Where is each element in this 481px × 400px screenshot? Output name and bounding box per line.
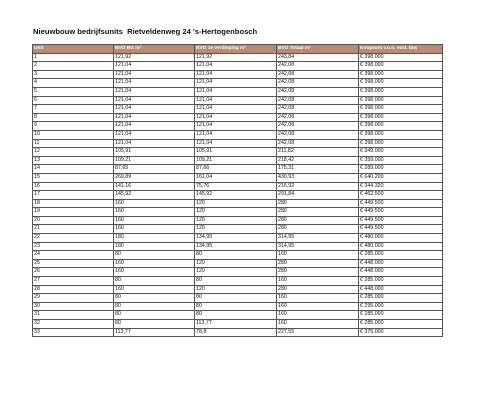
cell-bvo-bg: 121,04 <box>114 87 195 96</box>
cell-bvo-totaal: 242,08 <box>277 70 359 79</box>
cell-koopsom: € 289.000 <box>359 165 443 174</box>
cell-bvo-bg: 180 <box>114 234 195 243</box>
cell-koopsom: € 448.000 <box>359 259 443 268</box>
table-row <box>33 96 443 105</box>
cell-bvo-totaal: 280 <box>277 268 359 277</box>
cell-unit: 31 <box>33 311 114 320</box>
cell-bvo-totaal: 314,95 <box>277 234 359 243</box>
table-row <box>33 165 443 174</box>
cell-bvo-verdieping: 75,76 <box>195 182 277 191</box>
cell-bvo-bg: 121,04 <box>114 62 195 71</box>
cell-bvo-bg: 160 <box>114 208 195 217</box>
cell-bvo-bg: 80 <box>114 311 195 320</box>
table-body <box>33 53 443 337</box>
cell-bvo-bg: 160 <box>114 285 195 294</box>
cell-bvo-bg: 121,04 <box>114 113 195 122</box>
column-header-unit: Unit <box>33 45 114 54</box>
cell-bvo-totaal: 280 <box>277 225 359 234</box>
cell-bvo-totaal: 218,42 <box>277 156 359 165</box>
table-row <box>33 268 443 277</box>
table-header <box>33 45 443 54</box>
cell-unit: 23 <box>33 242 114 251</box>
table-row <box>33 182 443 191</box>
cell-bvo-verdieping: 113,77 <box>195 320 277 329</box>
cell-unit: 25 <box>33 259 114 268</box>
cell-bvo-bg: 160 <box>114 259 195 268</box>
cell-koopsom: € 285.000 <box>359 277 443 286</box>
cell-bvo-verdieping: 121,04 <box>195 130 277 139</box>
cell-bvo-totaal: 242,08 <box>277 105 359 114</box>
cell-bvo-totaal: 242,08 <box>277 62 359 71</box>
cell-bvo-totaal: 160 <box>277 320 359 329</box>
cell-bvo-totaal: 314,95 <box>277 242 359 251</box>
cell-bvo-verdieping: 121,04 <box>195 62 277 71</box>
cell-bvo-bg: 141,16 <box>114 182 195 191</box>
cell-unit: 17 <box>33 191 114 200</box>
cell-bvo-verdieping: 80 <box>195 302 277 311</box>
cell-bvo-bg: 121,04 <box>114 70 195 79</box>
cell-bvo-totaal: 227,55 <box>277 328 359 337</box>
cell-bvo-verdieping: 121,92 <box>195 53 277 62</box>
cell-unit: 30 <box>33 302 114 311</box>
cell-bvo-verdieping: 120 <box>195 216 277 225</box>
cell-bvo-bg: 87,65 <box>114 165 195 174</box>
table-row <box>33 79 443 88</box>
cell-bvo-bg: 105,91 <box>114 148 195 157</box>
table-row <box>33 311 443 320</box>
cell-unit: 27 <box>33 277 114 286</box>
cell-bvo-totaal: 243,84 <box>277 53 359 62</box>
cell-unit: 10 <box>33 130 114 139</box>
cell-bvo-verdieping: 121,04 <box>195 79 277 88</box>
table-row <box>33 277 443 286</box>
cell-koopsom: € 480.000 <box>359 242 443 251</box>
cell-koopsom: € 449.500 <box>359 208 443 217</box>
table-row <box>33 199 443 208</box>
cell-bvo-totaal: 242,08 <box>277 130 359 139</box>
cell-unit: 28 <box>33 285 114 294</box>
cell-koopsom: € 480.000 <box>359 234 443 243</box>
cell-bvo-bg: 160 <box>114 199 195 208</box>
cell-bvo-verdieping: 78,8 <box>195 328 277 337</box>
cell-bvo-verdieping: 121,04 <box>195 87 277 96</box>
cell-bvo-totaal: 280 <box>277 216 359 225</box>
column-header-koopsom: Koopsom v.o.n. excl. btw <box>359 45 443 54</box>
cell-unit: 26 <box>33 268 114 277</box>
cell-unit: 33 <box>33 328 114 337</box>
table-row <box>33 191 443 200</box>
cell-koopsom: € 398.000 <box>359 62 443 71</box>
table-row <box>33 216 443 225</box>
cell-bvo-totaal: 242,08 <box>277 79 359 88</box>
cell-bvo-verdieping: 109,21 <box>195 156 277 165</box>
cell-bvo-bg: 80 <box>114 251 195 260</box>
cell-unit: 5 <box>33 87 114 96</box>
cell-bvo-verdieping: 80 <box>195 311 277 320</box>
cell-koopsom: € 448.000 <box>359 268 443 277</box>
cell-bvo-verdieping: 121,04 <box>195 70 277 79</box>
column-header-bvo-bg: BVO BG m² <box>114 45 195 54</box>
cell-bvo-verdieping: 121,04 <box>195 122 277 131</box>
cell-bvo-verdieping: 120 <box>195 208 277 217</box>
header-row <box>33 45 443 54</box>
cell-bvo-verdieping: 121,04 <box>195 105 277 114</box>
cell-bvo-bg: 80 <box>114 302 195 311</box>
cell-koopsom: € 398.000 <box>359 130 443 139</box>
cell-bvo-totaal: 430,93 <box>277 173 359 182</box>
cell-koopsom: € 375.000 <box>359 328 443 337</box>
cell-unit: 24 <box>33 251 114 260</box>
cell-bvo-verdieping: 134,95 <box>195 242 277 251</box>
cell-koopsom: € 449.500 <box>359 225 443 234</box>
cell-bvo-bg: 121,04 <box>114 139 195 148</box>
cell-unit: 32 <box>33 320 114 329</box>
cell-bvo-totaal: 242,08 <box>277 122 359 131</box>
cell-bvo-bg: 145,92 <box>114 191 195 200</box>
cell-bvo-totaal: 211,82 <box>277 148 359 157</box>
cell-bvo-verdieping: 80 <box>195 294 277 303</box>
table-row <box>33 148 443 157</box>
cell-bvo-totaal: 160 <box>277 277 359 286</box>
cell-koopsom: € 295.000 <box>359 302 443 311</box>
cell-bvo-verdieping: 121,04 <box>195 139 277 148</box>
table-row <box>33 122 443 131</box>
cell-koopsom: € 344.320 <box>359 182 443 191</box>
cell-unit: 14 <box>33 165 114 174</box>
cell-unit: 20 <box>33 216 114 225</box>
cell-unit: 9 <box>33 122 114 131</box>
cell-koopsom: € 349.000 <box>359 148 443 157</box>
cell-unit: 19 <box>33 208 114 217</box>
table-row <box>33 53 443 62</box>
table-row <box>33 225 443 234</box>
cell-koopsom: € 449.500 <box>359 216 443 225</box>
cell-bvo-totaal: 280 <box>277 285 359 294</box>
cell-bvo-bg: 121,04 <box>114 79 195 88</box>
cell-bvo-verdieping: 120 <box>195 268 277 277</box>
cell-bvo-verdieping: 121,04 <box>195 96 277 105</box>
cell-koopsom: € 398.000 <box>359 105 443 114</box>
cell-bvo-bg: 160 <box>114 225 195 234</box>
cell-bvo-bg: 160 <box>114 216 195 225</box>
cell-bvo-totaal: 291,84 <box>277 191 359 200</box>
table-row <box>33 328 443 337</box>
cell-bvo-bg: 80 <box>114 294 195 303</box>
table-row <box>33 320 443 329</box>
cell-koopsom: € 398.000 <box>359 70 443 79</box>
cell-bvo-totaal: 280 <box>277 208 359 217</box>
table-row <box>33 173 443 182</box>
cell-bvo-bg: 113,77 <box>114 328 195 337</box>
cell-unit: 6 <box>33 96 114 105</box>
table-row <box>33 156 443 165</box>
cell-bvo-totaal: 160 <box>277 251 359 260</box>
cell-bvo-bg: 121,04 <box>114 105 195 114</box>
cell-unit: 22 <box>33 234 114 243</box>
table-row <box>33 113 443 122</box>
cell-bvo-bg: 160 <box>114 268 195 277</box>
cell-unit: 3 <box>33 70 114 79</box>
table-row <box>33 234 443 243</box>
cell-unit: 1 <box>33 53 114 62</box>
cell-bvo-verdieping: 87,66 <box>195 165 277 174</box>
cell-bvo-totaal: 160 <box>277 302 359 311</box>
cell-bvo-totaal: 216,92 <box>277 182 359 191</box>
cell-koopsom: € 640.200 <box>359 173 443 182</box>
cell-bvo-bg: 180 <box>114 242 195 251</box>
cell-koopsom: € 285.000 <box>359 320 443 329</box>
cell-koopsom: € 285.000 <box>359 311 443 320</box>
table-row <box>33 294 443 303</box>
table-row <box>33 139 443 148</box>
cell-bvo-bg: 109,21 <box>114 156 195 165</box>
cell-unit: 21 <box>33 225 114 234</box>
cell-koopsom: € 398.000 <box>359 79 443 88</box>
table-row <box>33 62 443 71</box>
table-row <box>33 208 443 217</box>
cell-koopsom: € 359.000 <box>359 156 443 165</box>
cell-unit: 16 <box>33 182 114 191</box>
table-row <box>33 70 443 79</box>
cell-unit: 2 <box>33 62 114 71</box>
units-table <box>32 44 443 337</box>
cell-bvo-bg: 121,04 <box>114 122 195 131</box>
cell-bvo-bg: 80 <box>114 320 195 329</box>
cell-unit: 8 <box>33 113 114 122</box>
table-row <box>33 242 443 251</box>
column-header-bvo-totaal: BVO Totaal m² <box>277 45 359 54</box>
cell-koopsom: € 398.000 <box>359 113 443 122</box>
cell-bvo-verdieping: 161,04 <box>195 173 277 182</box>
cell-unit: 29 <box>33 294 114 303</box>
cell-bvo-totaal: 160 <box>277 311 359 320</box>
cell-koopsom: € 448.000 <box>359 285 443 294</box>
cell-koopsom: € 449.500 <box>359 199 443 208</box>
cell-bvo-verdieping: 105,91 <box>195 148 277 157</box>
cell-bvo-verdieping: 134,95 <box>195 234 277 243</box>
cell-unit: 18 <box>33 199 114 208</box>
cell-unit: 11 <box>33 139 114 148</box>
table-row <box>33 285 443 294</box>
cell-bvo-verdieping: 120 <box>195 285 277 294</box>
table-row <box>33 105 443 114</box>
cell-bvo-bg: 121,92 <box>114 53 195 62</box>
cell-bvo-totaal: 280 <box>277 259 359 268</box>
cell-bvo-verdieping: 80 <box>195 277 277 286</box>
cell-koopsom: € 398.000 <box>359 139 443 148</box>
cell-bvo-verdieping: 80 <box>195 251 277 260</box>
cell-unit: 13 <box>33 156 114 165</box>
document-title: Nieuwbouw bedrijfsunits Rietveldenweg 24 's-Hertogenbosch <box>33 27 258 36</box>
cell-koopsom: € 398.000 <box>359 87 443 96</box>
cell-koopsom: € 285.000 <box>359 294 443 303</box>
table-row <box>33 130 443 139</box>
cell-koopsom: € 398.000 <box>359 96 443 105</box>
cell-koopsom: € 398.000 <box>359 122 443 131</box>
table-row <box>33 251 443 260</box>
column-header-bvo-verdieping: BVO 1e verdieping m² <box>195 45 277 54</box>
cell-bvo-totaal: 242,08 <box>277 96 359 105</box>
cell-unit: 12 <box>33 148 114 157</box>
cell-bvo-totaal: 175,31 <box>277 165 359 174</box>
cell-bvo-totaal: 242,08 <box>277 113 359 122</box>
table-row <box>33 259 443 268</box>
cell-bvo-totaal: 242,08 <box>277 139 359 148</box>
table-row <box>33 87 443 96</box>
cell-koopsom: € 462.500 <box>359 191 443 200</box>
table-row <box>33 302 443 311</box>
cell-bvo-bg: 80 <box>114 277 195 286</box>
cell-bvo-bg: 121,04 <box>114 130 195 139</box>
cell-bvo-verdieping: 120 <box>195 225 277 234</box>
cell-koopsom: € 398.000 <box>359 53 443 62</box>
cell-unit: 15 <box>33 173 114 182</box>
cell-bvo-verdieping: 120 <box>195 259 277 268</box>
cell-bvo-bg: 269,89 <box>114 173 195 182</box>
cell-bvo-verdieping: 121,04 <box>195 113 277 122</box>
cell-bvo-bg: 121,04 <box>114 96 195 105</box>
cell-bvo-totaal: 280 <box>277 199 359 208</box>
cell-koopsom: € 285.000 <box>359 251 443 260</box>
cell-bvo-totaal: 160 <box>277 294 359 303</box>
cell-unit: 4 <box>33 79 114 88</box>
cell-unit: 7 <box>33 105 114 114</box>
cell-bvo-verdieping: 120 <box>195 199 277 208</box>
cell-bvo-verdieping: 145,92 <box>195 191 277 200</box>
cell-bvo-totaal: 242,08 <box>277 87 359 96</box>
